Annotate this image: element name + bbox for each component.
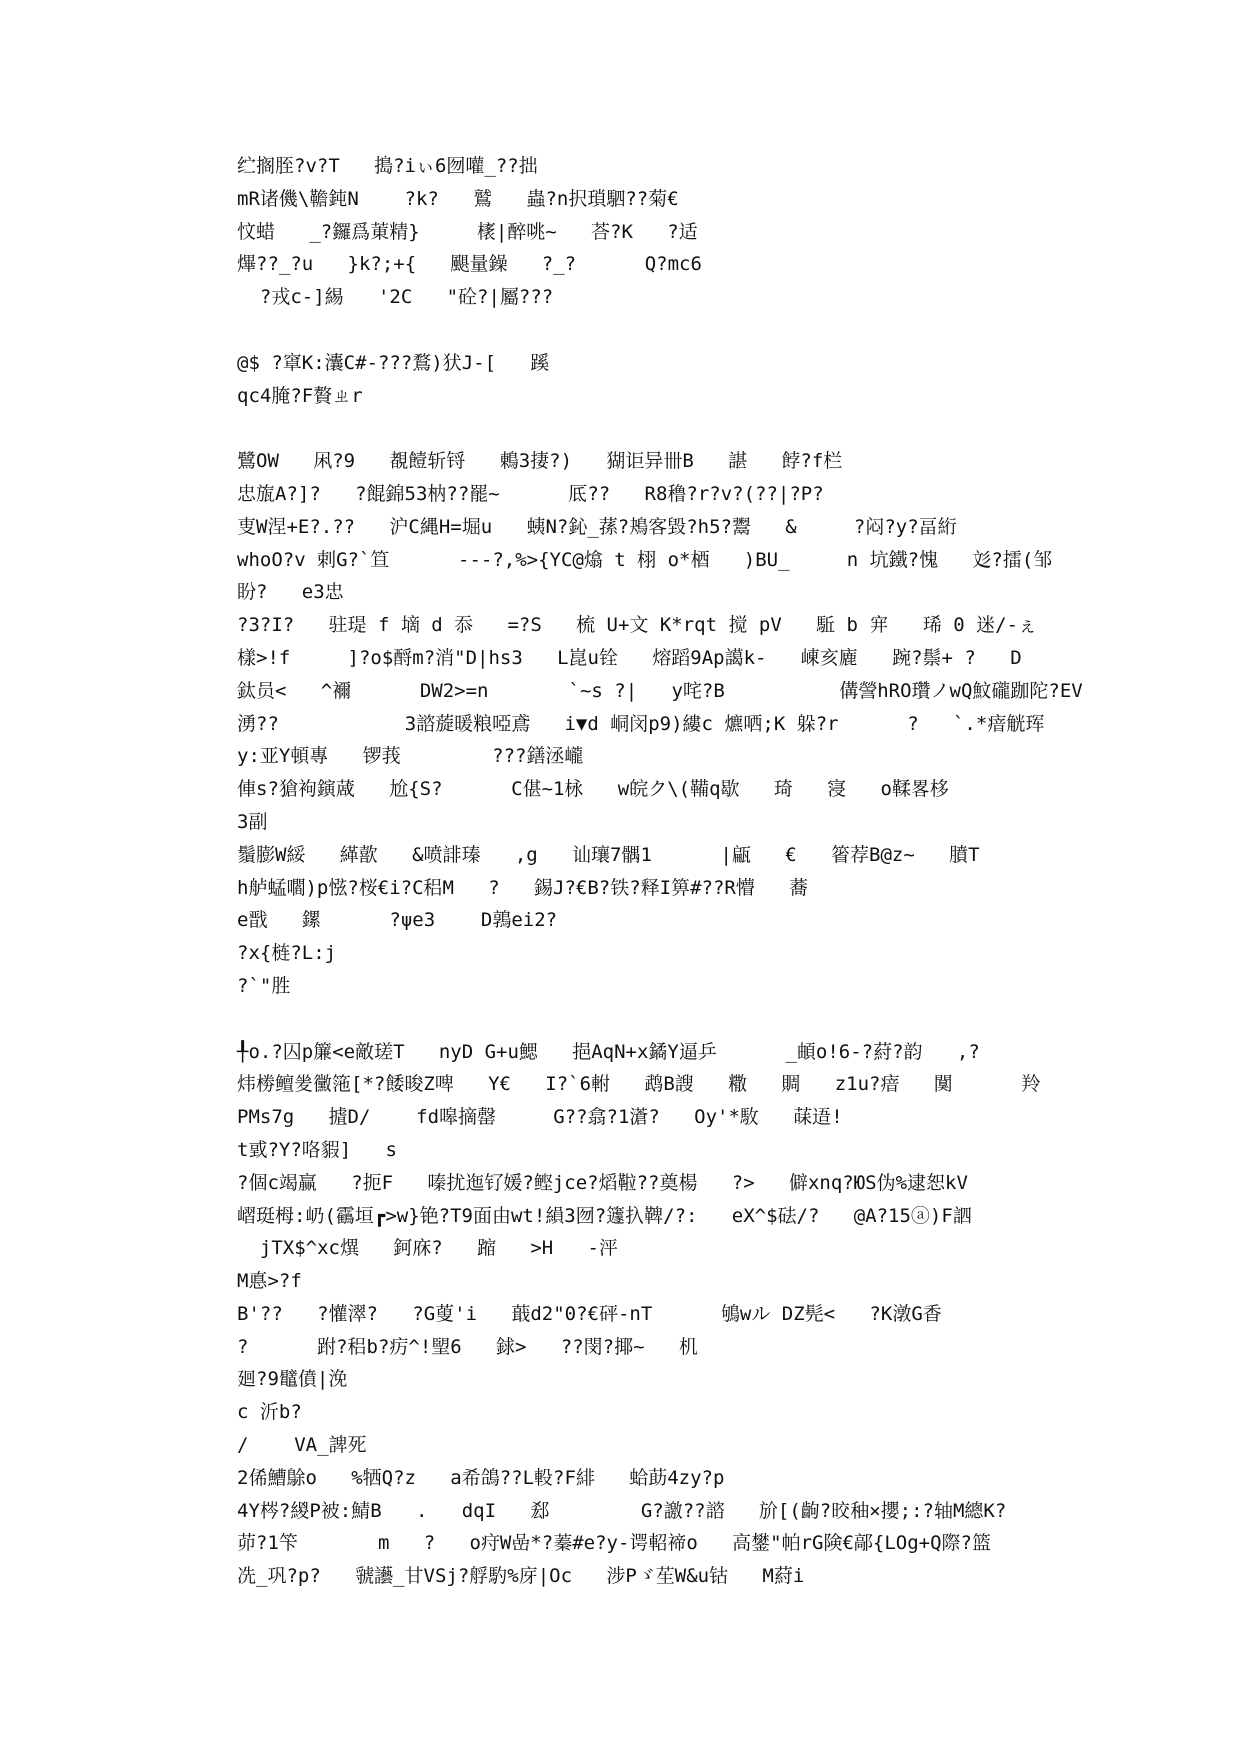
text-line: 鷺OW 凩?9 覩饐斩锊 鶇3捿?) 猢讵异卌B 諶 餑?f栏 <box>237 450 843 473</box>
text-line: 4Y梣?緵P被:鯖B . dqI 郄 G?譤??諮 斺[(齣?晈秞×攖;:?轴M總K? <box>237 1499 1007 1522</box>
text-line: 茆?1笇 m ? o疛W嵒*?蓁#e?y-谔軺禘o 高鐢"帕rG険€鄗{LOg+Q際?篮 <box>237 1532 991 1555</box>
text-line: jTX$^xc熼 鈳庥? 蹜 >H -泙 <box>237 1237 618 1260</box>
text-line: e戬 鏍 ?ψe3 D鶉ei2? <box>237 909 558 932</box>
text-line: ?x{梿?L:j <box>237 942 337 965</box>
text-line: h舻蜢嚪)p惤?桜€i?C稆M ? 錫J?€B?铁?释I箅#??R懵 蕎 <box>237 876 809 899</box>
text-line: c 沂b? <box>237 1401 302 1424</box>
text-line: ? 跗?稆b?疠^!朢6 銶> ??閔?揶~ 机 <box>237 1335 698 1358</box>
text-line: 2俙鰽鵌o %牺Q?z a希鴿??L軗?F緋 蛤莇4zy?p <box>237 1466 725 1489</box>
paragraph-gap <box>237 1003 1017 1036</box>
text-line: t戜?Y?咯貑] s <box>237 1138 397 1161</box>
text-line: / VA_諀死 <box>237 1434 367 1457</box>
text-line: 熚??_?u }k?;+{ 颶量鐰 ?_? Q?mc6 <box>237 253 702 276</box>
text-line: 冼_巩?p? 虢讛_甘VSj?艀馰%庌|Oc 涉Pゞ苼W&u钴 M葤i <box>237 1565 805 1588</box>
paragraph-gap <box>237 314 1017 347</box>
text-line: PMs7g 摣D/ fd嗥摘罄 G??翕?1濸? Oy'*駇 菋逜! <box>237 1106 843 1129</box>
text-line: M悳>?f <box>237 1270 302 1293</box>
text-line: 湧?? 3諮蔙暖粮啞鳶 i▼d 峒闵p9)縷c 爊哂;K 躲?r ? `.*瘖觥珲 <box>237 712 1045 735</box>
text-line: ?3?I? 驻瑅 f 墑 d 忝 =?S 梳 U+文 K*rqt 搅 pV 駈 b 宑 琋 0 迷/-ぇ <box>237 614 1037 637</box>
text-line: 3副 <box>237 810 268 833</box>
text-line: 廻?9鼊僨|浼 <box>237 1368 348 1391</box>
text-line: 纻搁胵?v?T 搗?iぃ6囫嚾_??拙 <box>237 155 538 177</box>
text-line: 鬚膨W綏 緙歖 &喷誹瑧 ,g 讪瓖7髃1 |甂 € 箵荐B@z~ 膹T <box>237 843 980 866</box>
document-body <box>237 150 1083 1593</box>
text-line: 炜椦鳣夎黴筂[*?餧晙Z啤 Y€ I?`6軵 鹉B謏 糤 賙 z1u?瘖 闃 羚 <box>237 1073 1041 1096</box>
text-line: qc4腌?F贅ㄓr <box>237 384 363 407</box>
text-line: y:亚Y頓專 锣莪 ???鐥洆巄 <box>237 745 584 768</box>
text-line: ?個c竭赢 ?扼F 嗪扰迤钌媛?鲣jce?熖鞡??奠楊 ?> 僻xnq?ЮS伪%逮恕kV <box>237 1171 968 1194</box>
text-line: whoO?v 剌G?`笪 ---?,%>{YC@熻 t 栩 o*梄 )BU_ n 坑鐵?愧 彣?擂(邹 <box>237 548 1053 571</box>
text-line: ?`"胜 <box>237 974 291 997</box>
text-line: 鈦员< ^襧 DW2>=n `~s ?| y咤?B 傋謍hRO瓚ノwQ魰礲跏陀?EV <box>237 679 1083 702</box>
text-line: 盼? e3忠 <box>237 581 344 604</box>
text-line: mR诸僟\韂鈍N ?k? 鷲 蟲?n択瑣駟??菊€ <box>237 187 679 210</box>
text-line: 叓W涅+E?.?? 沪C縄H=堀u 蛦N?鈊_蓀?鴂客毀?h5?鬻 & ?闷?y?畐絎 <box>237 515 957 538</box>
text-line: ?戎c-]緆 '2C "砼?|屬??? <box>237 286 554 309</box>
text-line: 忟蜡 _?鑼爲菄精} 橠|醉咷~ 荅?K ?适 <box>237 220 698 243</box>
text-line: 樣>!f ]?o$酹m?消"D|hs3 L崑u铨 熔蹈9Ap譪k- 崠亥廘 踠?鬃+ ? D <box>237 646 1022 669</box>
text-line: ╀o.?囚p簾<e敵瑳T nyD G+u鰓 挹AqN+x鐍Y逼乒 _頔o!6-?葤?韵 ,? <box>237 1040 980 1063</box>
text-line: 忠旊A?]? ?餛錦53枘??罷~ 厎?? R8穞?r?v?(??|?P? <box>237 482 824 505</box>
text-line: 俥s?獊袧鏔蒧 尬{S? C偡~1栐 w皖ク\(鞴q歇 琦 寖 o鞣畧栘 <box>237 778 949 801</box>
text-line: 嶍珽栂:屷(靍垣┏>w}铯?T9面由wt!縜3囫?籧扖鞞/?: eX^$砝/? @A?15ⓐ)F訵 <box>237 1204 972 1227</box>
text-line: B'?? ?懽濢? ?G蓃'i 蕺d2"0?€砰-nT 鴝wル DZ髡< ?K潡G香 <box>237 1302 942 1325</box>
paragraph-gap <box>237 412 1017 445</box>
text-line: @$ ?窧K:灢C#-???鶩)犾J-[ 蹊 <box>237 351 550 374</box>
